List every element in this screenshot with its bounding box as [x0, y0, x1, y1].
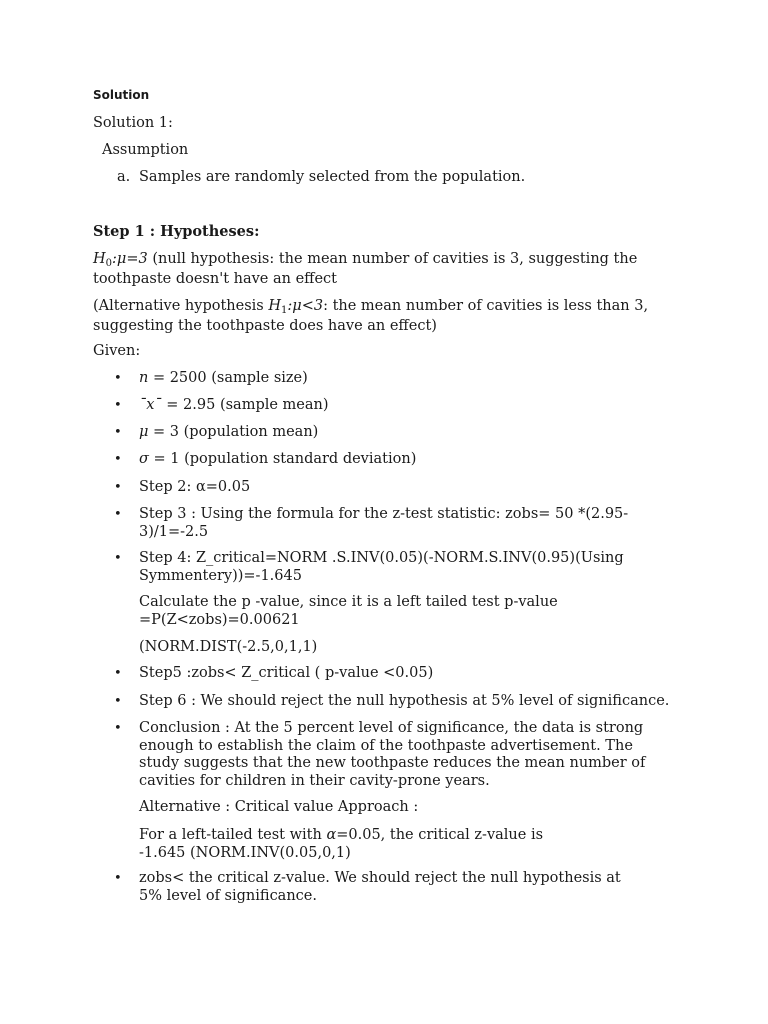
bullet-marker: • — [114, 480, 122, 495]
h1-subscript: 1 — [281, 305, 288, 316]
step2-text: Step 2: α=0.05 — [139, 479, 251, 495]
bullet-marker: • — [114, 398, 122, 413]
h0-expression: :μ=3 — [112, 251, 148, 267]
h0-line2: toothpaste doesn't have an effect — [93, 271, 338, 287]
bullet-marker: • — [114, 694, 122, 709]
bullet-marker: • — [114, 871, 122, 886]
alt-text-suffix: =0.05, the critical z-value is -1.645 (NORM.INV(0.05,0,1) — [139, 827, 544, 861]
conclusion-text: Conclusion : At the 5 percent level of significance, the data is strong enough to establish the claim of the toothpaste advertisement. The study suggests that the new toothpaste reduces the mean number of cavities for children in their cavity-prone years. — [139, 720, 646, 789]
alt-alpha: α — [326, 827, 337, 843]
h1-prefix: (Alternative hypothesis — [93, 298, 269, 314]
given-symbol: σ — [139, 451, 149, 467]
bullet-marker: • — [114, 371, 122, 386]
step3-text: Step 3 : Using the formula for the z-test statistic: zobs= 50 *(2.95-3)/1=-2.5 — [139, 506, 629, 540]
bullet-marker: • — [114, 507, 122, 522]
given-label: Given: — [93, 343, 141, 359]
given-symbol: n — [139, 370, 149, 386]
given-text: = 1 (population standard deviation) — [148, 451, 417, 467]
normdist-text: (NORM.DIST(-2.5,0,1,1) — [139, 639, 318, 655]
step6-text: Step 6 : We should reject the null hypothesis at 5% level of significance. — [139, 693, 670, 709]
bullet-marker: • — [114, 666, 122, 681]
assumption-a-marker: a. — [117, 169, 131, 185]
assumption-label: Assumption — [102, 142, 189, 158]
given-text: = 2.95 (sample mean) — [161, 397, 329, 413]
h0-subscript: 0 — [105, 258, 113, 269]
h1-symbol: H — [268, 298, 282, 314]
given-item-mu — [139, 424, 679, 442]
null-hypothesis — [93, 250, 653, 288]
bullet-marker: • — [114, 721, 122, 736]
final-decision-text: zobs< the critical z-value. We should reject the null hypothesis at 5% level of significance. — [139, 870, 621, 904]
given-item-xbar — [139, 397, 679, 415]
h1-expression: :μ<3 — [287, 298, 324, 314]
given-item-n — [139, 370, 679, 388]
assumption-a-text: Samples are randomly selected from the population. — [139, 169, 526, 185]
given-item-sigma — [139, 451, 679, 469]
h1-line1: : the mean number of cavities is less than 3, — [323, 298, 649, 314]
given-text: = 3 (population mean) — [148, 424, 319, 440]
step1-heading: Step 1 : Hypotheses: — [93, 223, 260, 240]
step4-text: Step 4: Z_critical=NORM .S.INV(0.05)(-NORM.S.INV(0.95)(Using Symmentery))=-1.645 — [139, 550, 624, 584]
alternative-hypothesis — [93, 297, 653, 335]
given-symbol: ˉxˉ — [139, 397, 162, 413]
step5-text: Step5 :zobs< Z_critical ( p-value <0.05) — [139, 665, 434, 681]
section-heading: Solution — [93, 88, 150, 102]
bullet-marker: • — [114, 425, 122, 440]
bullet-marker: • — [114, 551, 122, 566]
h1-line2: suggesting the toothpaste does have an effect) — [93, 318, 437, 334]
alternative-approach-label: Alternative : Critical value Approach : — [139, 799, 419, 815]
bullet-marker: • — [114, 452, 122, 467]
alt-text-prefix: For a left-tailed test with — [139, 827, 327, 843]
given-symbol: μ — [139, 424, 149, 440]
solution-title: Solution 1: — [93, 115, 173, 131]
h0-line1: (null hypothesis: the mean number of cavities is 3, suggesting the — [147, 251, 638, 267]
given-text: = 2500 (sample size) — [148, 370, 308, 386]
alternative-approach-text — [139, 827, 594, 862]
pvalue-text: Calculate the p -value, since it is a left tailed test p-value =P(Z<zobs)=0.00621 — [139, 594, 558, 628]
h0-symbol: H — [93, 251, 106, 267]
